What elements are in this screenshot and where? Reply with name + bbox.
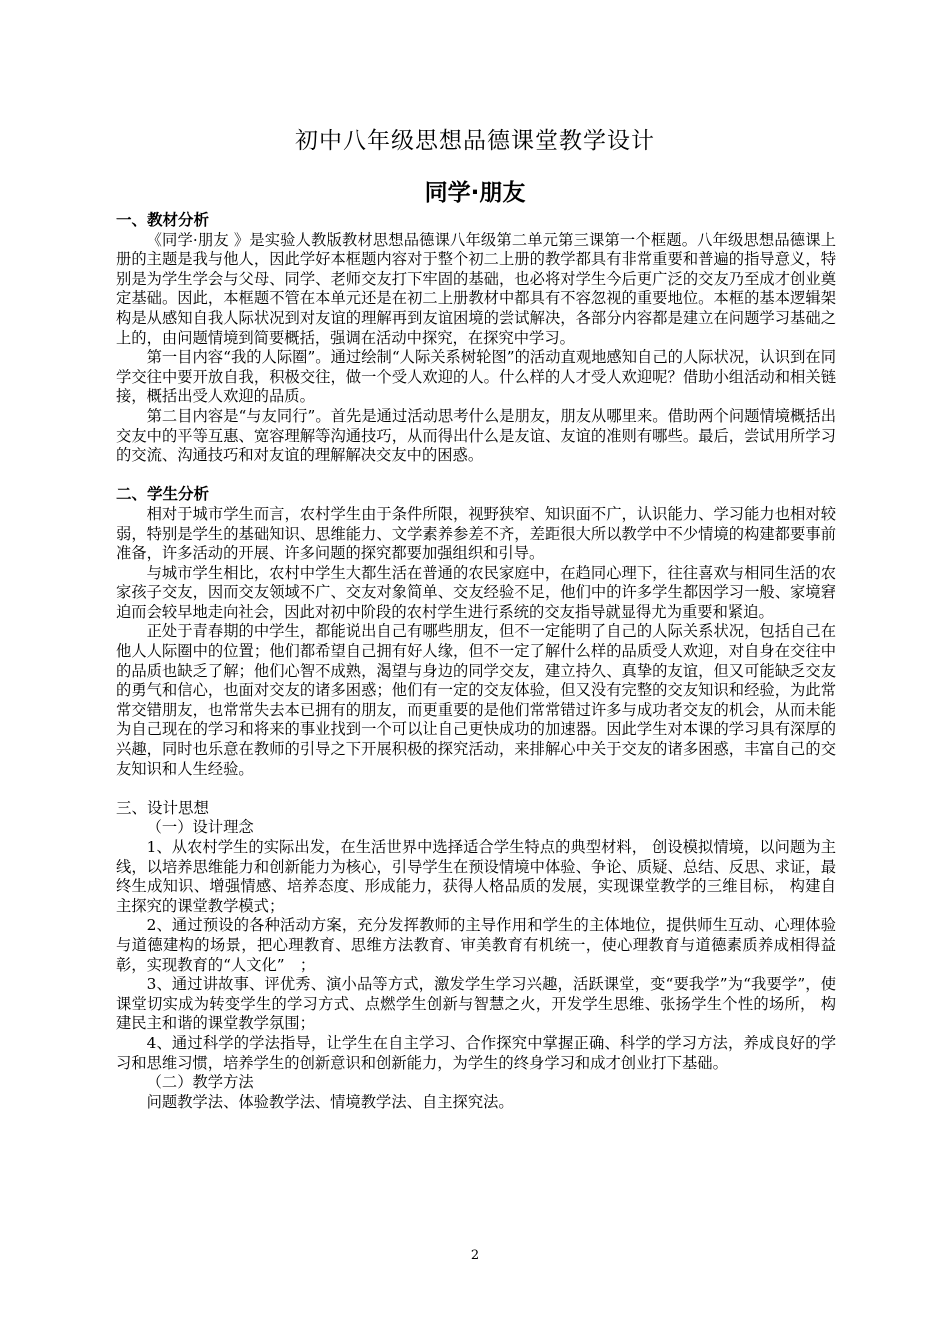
- document-body: [116, 211, 836, 1112]
- paragraph: 正处于青春期的中学生，都能说出自己有哪些朋友，但不一定能明了自己的人际关系状况，包括自己在他人人际圈中的位置；他们都希望自己拥有好人缘，但不一定了解什么样的品质受人欢迎，对自身在交往中的品质也缺乏了解；他们心智不成熟，渴望与身边的同学交友，建立持久、真挚的友谊，但又可能缺乏交友的勇气和信心，也面对交友的诸多困惑；他们有一定的交友体验，但又没有完整的交友知识和经验，为此常常交错朋友，也常常失去本已拥有的朋友，而更重要的是他们常常错过许多与成功者交友的机会，从而未能为自己现在的学习和将来的事业找到一个可以让自己更快成功的加速器。因此学生对本课的学习具有深厚的兴趣，同时也乐意在教师的引导之下开展积极的探究活动，来排解心中关于交友的诸多困惑，丰富自己的交友知识和人生经验。: [116, 622, 836, 778]
- subsection-heading-teaching-methods: （二）教学方法: [146, 1073, 254, 1092]
- paragraph: 与城市学生相比，农村中学生大都生活在普通的农民家庭中，在趋同心理下，往往喜欢与相同生活的农家孩子交友，因而交友领域不广、交友对象简单、交友经验不足，他们中的许多学生都因学习一般、家境窘迫而会较早地走向社会，因此对初中阶段的农村学生进行系统的交友指导就显得尤为重要和紧迫。: [116, 563, 836, 621]
- paragraph: 第二目内容是“与友同行”。首先是通过活动思考什么是朋友，朋友从哪里来。借助两个问题情境概括出交友中的平等互惠、宽容理解等沟通技巧，从而得出什么是友谊、友谊的准则有哪些。最后，尝试用所学习的交流、沟通技巧和对友谊的理解解决交友中的困惑。: [116, 406, 836, 465]
- paragraph: 2、通过预设的各种活动方案，充分发挥教师的主导作用和学生的主体地位，提供师生互动、心理体验与道德建构的场景，把心理教育、思维方法教育、审美教育有机统一，使心理教育与道德素质养成相得益彰，实现教育的“人文化” ；: [116, 916, 836, 974]
- paragraph: 3、通过讲故事、评优秀、演小品等方式，激发学生学习兴趣，活跃课堂，变“要我学”为“我要学”，使课堂切实成为转变学生的学习方式、点燃学生创新与智慧之火，开发学生思维、张扬学生个性的场所， 构建民主和谐的课堂教学氛围；: [116, 975, 836, 1033]
- page-number: 2: [470, 1248, 480, 1263]
- section-heading-textbook-analysis: 一、教材分析: [116, 211, 210, 229]
- paragraph: 4、通过科学的学法指导，让学生在自主学习、合作探究中掌握正确、科学的学习方法，养成良好的学习和思维习惯，培养学生的创新意识和创新能力，为学生的终身学习和成才创业打下基础。: [116, 1033, 836, 1072]
- section-heading-design-ideas: 三、设计思想: [116, 798, 210, 817]
- section-heading-student-analysis: 二、学生分析: [116, 485, 210, 504]
- paragraph: 《同学·朋友 》是实验人教版教材思想品德课八年级第二单元第三课第一个框题。八年级思想品德课上册的主题是我与他人，因此学好本框题内容对于整个初二上册的教学都具有非常重要和普遍的指导意义，特别是为学生学会与父母、同学、老师交友打下牢固的基础，也必将对学生今后更广泛的交友乃至成才创业奠定基础。因此，本框题不管在本单元还是在初二上册教材中都具有不容忽视的重要地位。本框的基本逻辑架构是从感知自我人际状况到对友谊的理解再到友谊困境的尝试解决，各部分内容都是建立在问题学习基础之上的，由问题情境到简要概括，强调在活动中探究，在探究中学习。: [116, 230, 836, 347]
- lesson-title: 同学·朋友: [424, 180, 526, 206]
- spacer: [116, 466, 836, 486]
- subsection-heading-design-concept: （一）设计理念: [146, 818, 254, 837]
- paragraph: 第一目内容“我的人际圈”。通过绘制“人际关系树轮图”的活动直观地感知自己的人际状况，认识到在同学交往中要开放自我，积极交往，做一个受人欢迎的人。什么样的人才受人欢迎呢？借助小组活动和相关链接，概括出受人欢迎的品质。: [116, 348, 836, 406]
- paragraph: 相对于城市学生而言，农村学生由于条件所限，视野狭窄、知识面不广，认识能力、学习能力也相对较弱，特别是学生的基础知识、思维能力、文学素养参差不齐，差距很大所以教学中不少情境的构建都要事前准备，许多活动的开展、许多问题的探究都要加强组织和引导。: [116, 504, 836, 563]
- document-title: 初中八年级思想品德课堂教学设计: [295, 128, 655, 154]
- paragraph: 问题教学法、体验教学法、情境教学法、自主探究法。: [146, 1092, 514, 1111]
- paragraph: 1、从农村学生的实际出发，在生活世界中选择适合学生特点的典型材料， 创设模拟情境，以问题为主线，以培养思维能力和创新能力为核心，引导学生在预设情境中体验、争论、质疑、总结、反思、求证，最终生成知识、增强情感、培养态度、形成能力，获得人格品质的发展，实现课堂教学的三维目标， 构建自主探究的课堂教学模式；: [116, 838, 836, 915]
- spacer: [116, 779, 836, 799]
